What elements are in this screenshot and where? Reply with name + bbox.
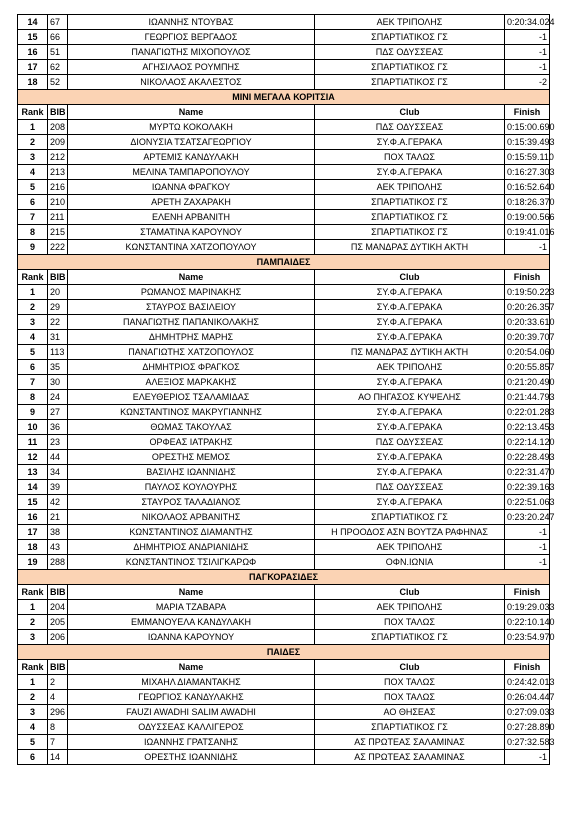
table-row bbox=[18, 225, 550, 240]
table-row bbox=[18, 705, 550, 720]
finish-cell: 0:22:31.470 bbox=[505, 465, 550, 480]
category-title: ΜΙΝΙ ΜΕΓΑΛΑ ΚΟΡΙΤΣΙΑ bbox=[18, 90, 550, 105]
name-cell: ΘΩΜΑΣ ΤΑΚΟΥΛΑΣ bbox=[68, 420, 315, 435]
bib-cell: 30 bbox=[48, 375, 68, 390]
finish-cell: 0:23:20.247 bbox=[505, 510, 550, 525]
club-cell: ΑΕΚ ΤΡΙΠΟΛΗΣ bbox=[315, 600, 505, 615]
name-cell: ΚΩΝΣΤΑΝΤΙΝΟΣ ΜΑΚΡΥΓΙΑΝΝΗΣ bbox=[68, 405, 315, 420]
club-cell: ΣΠΑΡΤΙΑΤΙΚΟΣ ΓΣ bbox=[315, 225, 505, 240]
rank-header: Rank bbox=[18, 660, 48, 675]
club-cell: ΣΥ.Φ.Α.ΓΕΡΑΚΑ bbox=[315, 330, 505, 345]
finish-header: Finish bbox=[505, 270, 550, 285]
rank-cell: 5 bbox=[18, 180, 48, 195]
category-title: ΠΑΜΠΑΙΔΕΣ bbox=[18, 255, 550, 270]
bib-cell: 288 bbox=[48, 555, 68, 570]
club-header: Club bbox=[315, 105, 505, 120]
club-cell: ΠΟΧ ΤΑΛΩΣ bbox=[315, 690, 505, 705]
table-row bbox=[18, 480, 550, 495]
name-cell: ΠΑΝΑΓΙΩΤΗΣ ΜΙΧΟΠΟΥΛΟΣ bbox=[68, 45, 315, 60]
table-row bbox=[18, 135, 550, 150]
table-row bbox=[18, 375, 550, 390]
table-row bbox=[18, 510, 550, 525]
rank-cell: 16 bbox=[18, 510, 48, 525]
bib-cell: 206 bbox=[48, 630, 68, 645]
name-cell: ΚΩΝΣΤΑΝΤΙΝΑ ΧΑΤΖΟΠΟΥΛΟΥ bbox=[68, 240, 315, 255]
finish-cell: 0:15:39.493 bbox=[505, 135, 550, 150]
rank-cell: 1 bbox=[18, 285, 48, 300]
name-cell: ΕΛΕΥΘΕΡΙΟΣ ΤΣΑΛΑΜΙΔΑΣ bbox=[68, 390, 315, 405]
name-header: Name bbox=[68, 585, 315, 600]
rank-cell: 15 bbox=[18, 30, 48, 45]
bib-cell: 39 bbox=[48, 480, 68, 495]
table-row bbox=[18, 300, 550, 315]
finish-cell: 0:24:42.013 bbox=[505, 675, 550, 690]
bib-cell: 31 bbox=[48, 330, 68, 345]
name-cell: ΚΩΝΣΤΑΝΤΙΝΟΣ ΔΙΑΜΑΝΤΗΣ bbox=[68, 525, 315, 540]
table-row bbox=[18, 615, 550, 630]
bib-cell: 51 bbox=[48, 45, 68, 60]
name-cell: ΜΥΡΤΩ ΚΟΚΟΛΑΚΗ bbox=[68, 120, 315, 135]
table-row bbox=[18, 735, 550, 750]
rank-cell: 2 bbox=[18, 690, 48, 705]
bib-cell: 14 bbox=[48, 750, 68, 765]
rank-cell: 3 bbox=[18, 630, 48, 645]
club-cell: ΠΔΣ ΟΔΥΣΣΕΑΣ bbox=[315, 480, 505, 495]
bib-header: BIB bbox=[48, 270, 68, 285]
finish-cell: 0:20:54.060 bbox=[505, 345, 550, 360]
club-cell: ΣΥ.Φ.Α.ΓΕΡΑΚΑ bbox=[315, 135, 505, 150]
name-cell: ΟΡΕΣΤΗΣ ΙΩΑΝΝΙΔΗΣ bbox=[68, 750, 315, 765]
bib-cell: 204 bbox=[48, 600, 68, 615]
finish-cell: 0:19:00.566 bbox=[505, 210, 550, 225]
name-cell: ΠΑΥΛΟΣ ΚΟΥΛΟΥΡΗΣ bbox=[68, 480, 315, 495]
name-cell: ΙΩΑΝΝΗΣ ΝΤΟΥΒΑΣ bbox=[68, 15, 315, 30]
rank-cell: 9 bbox=[18, 405, 48, 420]
finish-cell: 0:19:29.033 bbox=[505, 600, 550, 615]
club-cell: ΠΔΣ ΟΔΥΣΣΕΑΣ bbox=[315, 120, 505, 135]
rank-cell: 4 bbox=[18, 165, 48, 180]
club-cell: ΣΠΑΡΤΙΑΤΙΚΟΣ ΓΣ bbox=[315, 510, 505, 525]
rank-cell: 16 bbox=[18, 45, 48, 60]
bib-cell: 36 bbox=[48, 420, 68, 435]
name-cell: ΑΛΕΞΙΟΣ ΜΑΡΚΑΚΗΣ bbox=[68, 375, 315, 390]
finish-cell: 0:20:34.024 bbox=[505, 15, 550, 30]
club-cell: ΠΣ ΜΑΝΔΡΑΣ ΔΥΤΙΚΗ ΑΚΤΗ bbox=[315, 345, 505, 360]
finish-cell: 0:21:20.490 bbox=[505, 375, 550, 390]
results-body bbox=[18, 15, 555, 765]
bib-cell: 2 bbox=[48, 675, 68, 690]
bib-cell: 216 bbox=[48, 180, 68, 195]
finish-cell: 0:18:26.370 bbox=[505, 195, 550, 210]
name-header: Name bbox=[68, 660, 315, 675]
club-cell: ΑΕΚ ΤΡΙΠΟΛΗΣ bbox=[315, 540, 505, 555]
bib-cell: 113 bbox=[48, 345, 68, 360]
table-row bbox=[18, 315, 550, 330]
finish-cell: -1 bbox=[505, 525, 550, 540]
name-cell: ΜΙΧΑΗΛ ΔΙΑΜΑΝΤΑΚΗΣ bbox=[68, 675, 315, 690]
bib-cell: 43 bbox=[48, 540, 68, 555]
name-cell: ΔΗΜΗΤΡΗΣ ΜΑΡΗΣ bbox=[68, 330, 315, 345]
finish-cell: 0:21:44.793 bbox=[505, 390, 550, 405]
finish-cell: -1 bbox=[505, 540, 550, 555]
bib-cell: 8 bbox=[48, 720, 68, 735]
bib-cell: 7 bbox=[48, 735, 68, 750]
bib-cell: 211 bbox=[48, 210, 68, 225]
club-cell: ΣΠΑΡΤΙΑΤΙΚΟΣ ΓΣ bbox=[315, 75, 505, 90]
club-cell: ΑΣ ΠΡΩΤΕΑΣ ΣΑΛΑΜΙΝΑΣ bbox=[315, 750, 505, 765]
table-row bbox=[18, 360, 550, 375]
name-cell: ΑΡΕΤΗ ΖΑΧΑΡΑΚΗ bbox=[68, 195, 315, 210]
finish-cell: -2 bbox=[505, 75, 550, 90]
table-row bbox=[18, 150, 550, 165]
finish-cell: 0:20:55.857 bbox=[505, 360, 550, 375]
club-cell: ΑΣ ΠΡΩΤΕΑΣ ΣΑΛΑΜΙΝΑΣ bbox=[315, 735, 505, 750]
finish-cell: 0:20:33.610 bbox=[505, 315, 550, 330]
name-cell: ΑΡΤΕΜΙΣ ΚΑΝΔΥΛΑΚΗ bbox=[68, 150, 315, 165]
rank-header: Rank bbox=[18, 270, 48, 285]
bib-header: BIB bbox=[48, 105, 68, 120]
bib-cell: 35 bbox=[48, 360, 68, 375]
club-cell: ΑΕΚ ΤΡΙΠΟΛΗΣ bbox=[315, 15, 505, 30]
rank-cell: 3 bbox=[18, 315, 48, 330]
club-cell: ΣΥ.Φ.Α.ΓΕΡΑΚΑ bbox=[315, 405, 505, 420]
rank-cell: 14 bbox=[18, 480, 48, 495]
club-cell: ΣΠΑΡΤΙΑΤΙΚΟΣ ΓΣ bbox=[315, 60, 505, 75]
table-row bbox=[18, 420, 550, 435]
finish-cell: 0:20:26.357 bbox=[505, 300, 550, 315]
finish-cell: -1 bbox=[505, 750, 550, 765]
bib-cell: 4 bbox=[48, 690, 68, 705]
club-cell: ΣΠΑΡΤΙΑΤΙΚΟΣ ΓΣ bbox=[315, 720, 505, 735]
finish-cell: -1 bbox=[505, 555, 550, 570]
rank-cell: 4 bbox=[18, 330, 48, 345]
rank-cell: 6 bbox=[18, 195, 48, 210]
table-row bbox=[18, 240, 550, 255]
club-cell: ΣΥ.Φ.Α.ΓΕΡΑΚΑ bbox=[315, 375, 505, 390]
name-cell: ΡΩΜΑΝΟΣ ΜΑΡΙΝΑΚΗΣ bbox=[68, 285, 315, 300]
table-row bbox=[18, 540, 550, 555]
rank-header: Rank bbox=[18, 105, 48, 120]
table-row bbox=[18, 675, 550, 690]
finish-cell: 0:16:52.640 bbox=[505, 180, 550, 195]
name-cell: ΓΕΩΡΓΙΟΣ ΚΑΝΔΥΛΑΚΗΣ bbox=[68, 690, 315, 705]
rank-cell: 1 bbox=[18, 675, 48, 690]
bib-cell: 296 bbox=[48, 705, 68, 720]
name-cell: ΟΡΦΕΑΣ ΙΑΤΡΑΚΗΣ bbox=[68, 435, 315, 450]
table-row bbox=[18, 720, 550, 735]
table-row bbox=[18, 690, 550, 705]
finish-cell: -1 bbox=[505, 45, 550, 60]
bib-cell: 21 bbox=[48, 510, 68, 525]
club-cell: ΑΟ ΠΗΓΑΣΟΣ ΚΥΨΕΛΗΣ bbox=[315, 390, 505, 405]
club-cell: ΣΥ.Φ.Α.ΓΕΡΑΚΑ bbox=[315, 165, 505, 180]
table-row bbox=[18, 495, 550, 510]
club-cell: ΑΕΚ ΤΡΙΠΟΛΗΣ bbox=[315, 360, 505, 375]
category-row bbox=[18, 645, 550, 660]
bib-cell: 67 bbox=[48, 15, 68, 30]
category-row bbox=[18, 570, 550, 585]
table-row bbox=[18, 60, 550, 75]
category-row bbox=[18, 255, 550, 270]
name-cell: ΟΡΕΣΤΗΣ ΜΕΜΟΣ bbox=[68, 450, 315, 465]
bib-cell: 38 bbox=[48, 525, 68, 540]
table-row bbox=[18, 405, 550, 420]
rank-cell: 12 bbox=[18, 450, 48, 465]
table-row bbox=[18, 630, 550, 645]
results-table bbox=[17, 14, 555, 765]
table-row bbox=[18, 450, 550, 465]
club-cell: ΠΟΧ ΤΑΛΩΣ bbox=[315, 675, 505, 690]
rank-cell: 8 bbox=[18, 390, 48, 405]
finish-cell: 0:16:27.303 bbox=[505, 165, 550, 180]
finish-cell: 0:15:59.110 bbox=[505, 150, 550, 165]
bib-cell: 209 bbox=[48, 135, 68, 150]
rank-cell: 2 bbox=[18, 135, 48, 150]
bib-cell: 27 bbox=[48, 405, 68, 420]
finish-header: Finish bbox=[505, 585, 550, 600]
column-header-row bbox=[18, 105, 550, 120]
table-row bbox=[18, 555, 550, 570]
rank-cell: 5 bbox=[18, 345, 48, 360]
name-cell: ΠΑΝΑΓΙΩΤΗΣ ΧΑΤΖΟΠΟΥΛΟΣ bbox=[68, 345, 315, 360]
bib-cell: 42 bbox=[48, 495, 68, 510]
rank-cell: 7 bbox=[18, 375, 48, 390]
category-row bbox=[18, 90, 550, 105]
club-cell: ΣΥ.Φ.Α.ΓΕΡΑΚΑ bbox=[315, 315, 505, 330]
finish-cell: 0:26:04.447 bbox=[505, 690, 550, 705]
club-cell: ΠΔΣ ΟΔΥΣΣΕΑΣ bbox=[315, 45, 505, 60]
table-row bbox=[18, 435, 550, 450]
rank-cell: 15 bbox=[18, 495, 48, 510]
club-cell: ΣΥ.Φ.Α.ΓΕΡΑΚΑ bbox=[315, 300, 505, 315]
finish-cell: -1 bbox=[505, 30, 550, 45]
club-cell: ΣΠΑΡΤΙΑΤΙΚΟΣ ΓΣ bbox=[315, 30, 505, 45]
bib-cell: 205 bbox=[48, 615, 68, 630]
name-cell: ΒΑΣΙΛΗΣ ΙΩΑΝΝΙΔΗΣ bbox=[68, 465, 315, 480]
table-row bbox=[18, 285, 550, 300]
club-header: Club bbox=[315, 270, 505, 285]
name-cell: ΝΙΚΟΛΑΟΣ ΑΚΑΛΕΣΤΟΣ bbox=[68, 75, 315, 90]
bib-cell: 222 bbox=[48, 240, 68, 255]
table-row bbox=[18, 210, 550, 225]
rank-cell: 19 bbox=[18, 555, 48, 570]
finish-cell: 0:22:10.140 bbox=[505, 615, 550, 630]
club-cell: ΠΔΣ ΟΔΥΣΣΕΑΣ bbox=[315, 435, 505, 450]
finish-cell: 0:19:41.016 bbox=[505, 225, 550, 240]
bib-cell: 29 bbox=[48, 300, 68, 315]
table-row bbox=[18, 30, 550, 45]
category-title: ΠΑΓΚΟΡΑΣΙΔΕΣ bbox=[18, 570, 550, 585]
finish-cell: 0:19:50.223 bbox=[505, 285, 550, 300]
name-cell: ΓΕΩΡΓΙΟΣ ΒΕΡΓΑΔΟΣ bbox=[68, 30, 315, 45]
rank-cell: 2 bbox=[18, 300, 48, 315]
name-cell: ΔΗΜΗΤΡΙΟΣ ΑΝΔΡΙΑΝΙΔΗΣ bbox=[68, 540, 315, 555]
bib-cell: 213 bbox=[48, 165, 68, 180]
name-cell: ΣΤΑΜΑΤΙΝΑ ΚΑΡΟΥΝΟΥ bbox=[68, 225, 315, 240]
finish-cell: 0:22:13.453 bbox=[505, 420, 550, 435]
finish-cell: 0:22:14.120 bbox=[505, 435, 550, 450]
club-cell: ΑΕΚ ΤΡΙΠΟΛΗΣ bbox=[315, 180, 505, 195]
table-row bbox=[18, 75, 550, 90]
name-cell: ΣΤΑΥΡΟΣ ΤΑΛΑΔΙΑΝΟΣ bbox=[68, 495, 315, 510]
name-header: Name bbox=[68, 105, 315, 120]
rank-cell: 17 bbox=[18, 525, 48, 540]
bib-header: BIB bbox=[48, 585, 68, 600]
bib-cell: 22 bbox=[48, 315, 68, 330]
bib-cell: 20 bbox=[48, 285, 68, 300]
bib-cell: 208 bbox=[48, 120, 68, 135]
finish-cell: 0:27:32.583 bbox=[505, 735, 550, 750]
table-row bbox=[18, 120, 550, 135]
club-cell: ΣΥ.Φ.Α.ΓΕΡΑΚΑ bbox=[315, 450, 505, 465]
finish-cell: 0:27:09.033 bbox=[505, 705, 550, 720]
name-cell: ΙΩΑΝΝΑ ΦΡΑΓΚΟΥ bbox=[68, 180, 315, 195]
name-cell: ΙΩΑΝΝΑ ΚΑΡΟΥΝΟΥ bbox=[68, 630, 315, 645]
column-header-row bbox=[18, 270, 550, 285]
club-cell: ΟΦΝ.ΙΩΝΙΑ bbox=[315, 555, 505, 570]
club-cell: ΣΥ.Φ.Α.ΓΕΡΑΚΑ bbox=[315, 495, 505, 510]
club-cell: ΣΠΑΡΤΙΑΤΙΚΟΣ ΓΣ bbox=[315, 210, 505, 225]
finish-cell: 0:20:39.707 bbox=[505, 330, 550, 345]
club-cell: ΣΥ.Φ.Α.ΓΕΡΑΚΑ bbox=[315, 465, 505, 480]
rank-cell: 6 bbox=[18, 750, 48, 765]
table-row bbox=[18, 180, 550, 195]
rank-cell: 7 bbox=[18, 210, 48, 225]
finish-cell: 0:22:28.493 bbox=[505, 450, 550, 465]
name-cell: ΔΗΜΗΤΡΙΟΣ ΦΡΑΓΚΟΣ bbox=[68, 360, 315, 375]
name-cell: ΟΔΥΣΣΕΑΣ ΚΑΛΛΙΓΕΡΟΣ bbox=[68, 720, 315, 735]
bib-cell: 62 bbox=[48, 60, 68, 75]
name-cell: ΣΤΑΥΡΟΣ ΒΑΣΙΛΕΙΟΥ bbox=[68, 300, 315, 315]
rank-cell: 2 bbox=[18, 615, 48, 630]
bib-cell: 210 bbox=[48, 195, 68, 210]
table-row bbox=[18, 165, 550, 180]
bib-cell: 23 bbox=[48, 435, 68, 450]
club-cell: ΠΟΧ ΤΑΛΩΣ bbox=[315, 150, 505, 165]
rank-cell: 4 bbox=[18, 720, 48, 735]
name-cell: ΜΑΡΙΑ ΤΖΑΒΑΡΑ bbox=[68, 600, 315, 615]
finish-cell: 0:22:01.283 bbox=[505, 405, 550, 420]
name-cell: ΕΜΜΑΝΟΥΕΛΑ ΚΑΝΔΥΛΑΚΗ bbox=[68, 615, 315, 630]
club-cell: ΣΥ.Φ.Α.ΓΕΡΑΚΑ bbox=[315, 285, 505, 300]
table-row bbox=[18, 330, 550, 345]
rank-cell: 11 bbox=[18, 435, 48, 450]
club-cell: ΠΟΧ ΤΑΛΩΣ bbox=[315, 615, 505, 630]
name-cell: ΜΕΛΙΝΑ ΤΑΜΠΑΡΟΠΟΥΛΟΥ bbox=[68, 165, 315, 180]
rank-cell: 8 bbox=[18, 225, 48, 240]
name-cell: ΝΙΚΟΛΑΟΣ ΑΡΒΑΝΙΤΗΣ bbox=[68, 510, 315, 525]
table-row bbox=[18, 525, 550, 540]
rank-cell: 9 bbox=[18, 240, 48, 255]
table-row bbox=[18, 465, 550, 480]
bib-header: BIB bbox=[48, 660, 68, 675]
bib-cell: 215 bbox=[48, 225, 68, 240]
table-row bbox=[18, 600, 550, 615]
rank-cell: 14 bbox=[18, 15, 48, 30]
finish-cell: -1 bbox=[505, 60, 550, 75]
table-row bbox=[18, 345, 550, 360]
rank-cell: 17 bbox=[18, 60, 48, 75]
column-header-row bbox=[18, 660, 550, 675]
rank-cell: 3 bbox=[18, 150, 48, 165]
club-cell: Η ΠΡΟΟΔΟΣ ΑΣΝ ΒΟΥΤΖΑ ΡΑΦΗΝΑΣ bbox=[315, 525, 505, 540]
club-cell: ΣΠΑΡΤΙΑΤΙΚΟΣ ΓΣ bbox=[315, 195, 505, 210]
bib-cell: 66 bbox=[48, 30, 68, 45]
rank-cell: 6 bbox=[18, 360, 48, 375]
rank-cell: 18 bbox=[18, 75, 48, 90]
finish-header: Finish bbox=[505, 105, 550, 120]
name-cell: ΑΓΗΣΙΛΑΟΣ ΡΟΥΜΠΗΣ bbox=[68, 60, 315, 75]
rank-cell: 1 bbox=[18, 600, 48, 615]
finish-header: Finish bbox=[505, 660, 550, 675]
table-row bbox=[18, 390, 550, 405]
name-cell: FAUZI AWADHI SALIM AWADHI bbox=[68, 705, 315, 720]
finish-cell: 0:22:51.063 bbox=[505, 495, 550, 510]
table-row bbox=[18, 45, 550, 60]
rank-cell: 1 bbox=[18, 120, 48, 135]
bib-cell: 34 bbox=[48, 465, 68, 480]
rank-header: Rank bbox=[18, 585, 48, 600]
column-header-row bbox=[18, 585, 550, 600]
club-header: Club bbox=[315, 660, 505, 675]
name-header: Name bbox=[68, 270, 315, 285]
bib-cell: 52 bbox=[48, 75, 68, 90]
rank-cell: 3 bbox=[18, 705, 48, 720]
name-cell: ΠΑΝΑΓΙΩΤΗΣ ΠΑΠΑΝΙΚΟΛΑΚΗΣ bbox=[68, 315, 315, 330]
finish-cell: 0:22:39.163 bbox=[505, 480, 550, 495]
rank-cell: 5 bbox=[18, 735, 48, 750]
rank-cell: 13 bbox=[18, 465, 48, 480]
club-header: Club bbox=[315, 585, 505, 600]
rank-cell: 10 bbox=[18, 420, 48, 435]
category-title: ΠΑΙΔΕΣ bbox=[18, 645, 550, 660]
bib-cell: 44 bbox=[48, 450, 68, 465]
club-cell: ΣΠΑΡΤΙΑΤΙΚΟΣ ΓΣ bbox=[315, 630, 505, 645]
finish-cell: -1 bbox=[505, 240, 550, 255]
rank-cell: 18 bbox=[18, 540, 48, 555]
finish-cell: 0:27:28.890 bbox=[505, 720, 550, 735]
name-cell: ΕΛΕΝΗ ΑΡΒΑΝΙΤΗ bbox=[68, 210, 315, 225]
name-cell: ΙΩΑΝΝΗΣ ΓΡΑΤΣΑΝΗΣ bbox=[68, 735, 315, 750]
club-cell: ΠΣ ΜΑΝΔΡΑΣ ΔΥΤΙΚΗ ΑΚΤΗ bbox=[315, 240, 505, 255]
name-cell: ΔΙΟΝΥΣΙΑ ΤΣΑΤΣΑΓΕΩΡΓΙΟΥ bbox=[68, 135, 315, 150]
finish-cell: 0:15:00.690 bbox=[505, 120, 550, 135]
bib-cell: 212 bbox=[48, 150, 68, 165]
club-cell: ΣΥ.Φ.Α.ΓΕΡΑΚΑ bbox=[315, 420, 505, 435]
finish-cell: 0:23:54.970 bbox=[505, 630, 550, 645]
results-sheet bbox=[17, 14, 555, 765]
name-cell: ΚΩΝΣΤΑΝΤΙΝΟΣ ΤΣΙΛΙΓΚΑΡΩΦ bbox=[68, 555, 315, 570]
table-row bbox=[18, 15, 550, 30]
bib-cell: 24 bbox=[48, 390, 68, 405]
table-row bbox=[18, 750, 550, 765]
club-cell: ΑΟ ΘΗΣΕΑΣ bbox=[315, 705, 505, 720]
table-row bbox=[18, 195, 550, 210]
